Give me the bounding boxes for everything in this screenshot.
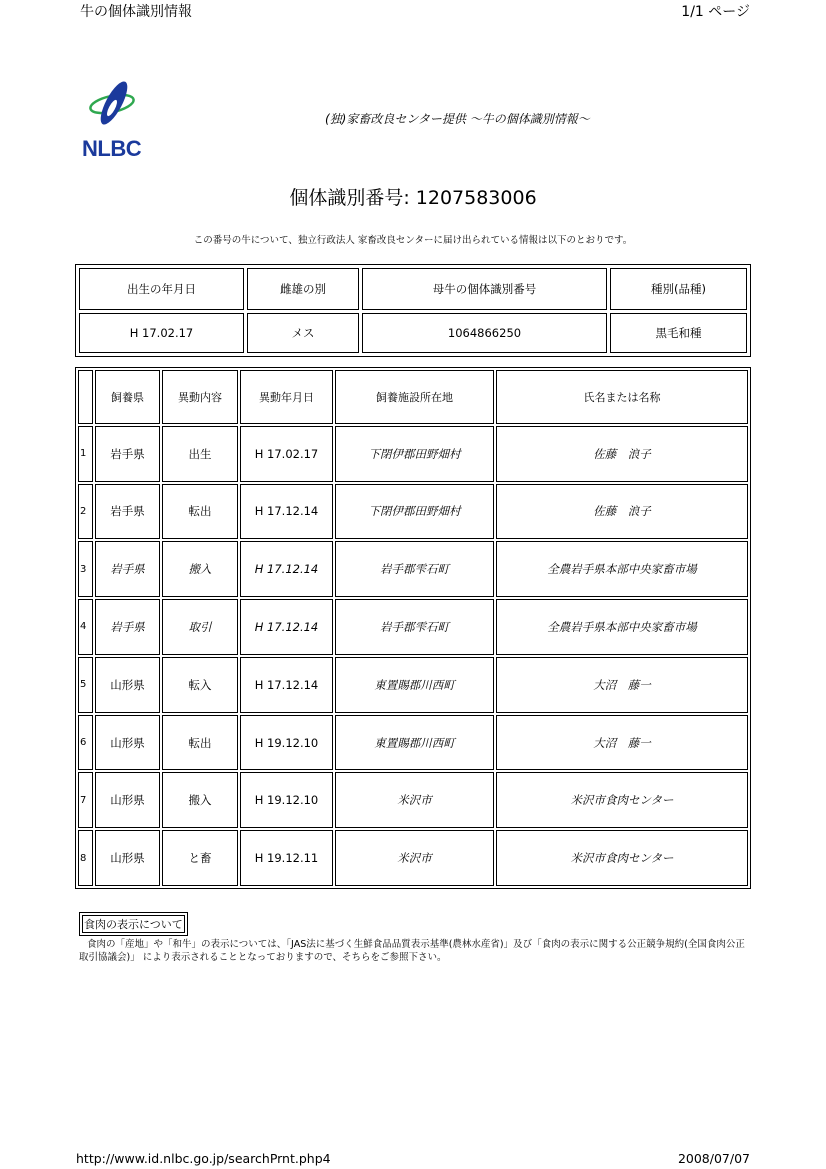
table-row (78, 715, 748, 771)
cattle-globe-icon (82, 78, 148, 134)
history-header-movement: 異動内容 (162, 370, 238, 424)
id-title-number: 1207583006 (415, 187, 537, 209)
row-date: H 17.12.14 (240, 657, 333, 713)
table-row (78, 541, 748, 597)
logo-text: NLBC (82, 136, 142, 161)
row-prefecture: 岩手県 (95, 484, 160, 540)
row-location: 岩手郡雫石町 (335, 599, 494, 655)
table-row (78, 657, 748, 713)
row-movement: 搬入 (162, 541, 238, 597)
table-row (78, 772, 748, 828)
row-owner: 大沼 藤一 (496, 715, 748, 771)
row-owner: 全農岩手県本部中央家畜市場 (496, 541, 748, 597)
row-index: 8 (78, 830, 93, 886)
row-index: 7 (78, 772, 93, 828)
page-title (0, 183, 826, 210)
row-location: 岩手郡雫石町 (335, 541, 494, 597)
row-movement: 出生 (162, 426, 238, 482)
history-header-index (78, 370, 93, 424)
basic-value-birthdate: H 17.02.17 (79, 313, 244, 353)
row-location: 米沢市 (335, 772, 494, 828)
table-row (78, 830, 748, 886)
row-date: H 17.12.14 (240, 599, 333, 655)
row-movement: 転入 (162, 657, 238, 713)
row-prefecture: 山形県 (95, 830, 160, 886)
print-header-page: 1/1 ページ (681, 4, 750, 20)
row-owner: 米沢市食肉センター (496, 772, 748, 828)
row-date: H 19.12.10 (240, 772, 333, 828)
row-movement: 搬入 (162, 772, 238, 828)
row-owner: 佐藤 浪子 (496, 484, 748, 540)
history-header-date: 異動年月日 (240, 370, 333, 424)
row-date: H 17.12.14 (240, 541, 333, 597)
row-index: 6 (78, 715, 93, 771)
row-prefecture: 山形県 (95, 657, 160, 713)
notice-title-box (79, 912, 188, 936)
row-date: H 17.02.17 (240, 426, 333, 482)
basic-header-sex: 雌雄の別 (247, 268, 359, 310)
row-movement: 転出 (162, 484, 238, 540)
row-owner: 全農岩手県本部中央家畜市場 (496, 599, 748, 655)
row-location: 東置賜郡川西町 (335, 715, 494, 771)
row-movement: 転出 (162, 715, 238, 771)
row-index: 4 (78, 599, 93, 655)
row-movement: 取引 (162, 599, 238, 655)
row-location: 下閉伊郡田野畑村 (335, 426, 494, 482)
history-header-facility-location: 飼養施設所在地 (335, 370, 494, 424)
row-owner: 佐藤 浪子 (496, 426, 748, 482)
id-title-label: 個体識別番号 (289, 187, 404, 209)
row-prefecture: 岩手県 (95, 541, 160, 597)
row-owner: 米沢市食肉センター (496, 830, 748, 886)
table-row (78, 426, 748, 482)
basic-value-sex: メス (247, 313, 359, 353)
basic-value-breed: 黒毛和種 (610, 313, 747, 353)
notice-body: 食肉の「産地」や「和牛」の表示については、「JAS法に基づく生鮮食品品質表示基準(農林水産省)」及び「食肉の表示に関する公正競争規約(全国食肉公正取引協議会)」 により表示されることとなっておりますので、そちらをご参照下さい。 (79, 939, 745, 963)
row-prefecture: 岩手県 (95, 599, 160, 655)
row-date: H 19.12.10 (240, 715, 333, 771)
row-date: H 19.12.11 (240, 830, 333, 886)
row-prefecture: 山形県 (95, 715, 160, 771)
footer-date: 2008/07/07 (677, 1151, 750, 1166)
basic-info-table (75, 264, 751, 357)
row-prefecture: 山形県 (95, 772, 160, 828)
movement-history-table (75, 367, 751, 889)
basic-header-mother-id: 母牛の個体識別番号 (362, 268, 607, 310)
lead-text: この番号の牛について、独立行政法人 家畜改良センターに届け出られている情報は以下のとおりです。 (193, 235, 633, 246)
nlbc-logo (82, 78, 148, 161)
table-row (78, 484, 748, 540)
row-index: 2 (78, 484, 93, 540)
row-location: 下閉伊郡田野畑村 (335, 484, 494, 540)
row-location: 東置賜郡川西町 (335, 657, 494, 713)
row-index: 1 (78, 426, 93, 482)
row-location: 米沢市 (335, 830, 494, 886)
id-title-separator: : (403, 187, 410, 209)
footer-url: http://www.id.nlbc.go.jp/searchPrnt.php4 (76, 1151, 331, 1166)
row-prefecture: 岩手県 (95, 426, 160, 482)
row-date: H 17.12.14 (240, 484, 333, 540)
row-movement: と畜 (162, 830, 238, 886)
notice-title: 食肉の表示について (82, 915, 185, 933)
table-row (78, 599, 748, 655)
row-index: 5 (78, 657, 93, 713)
basic-header-birthdate: 出生の年月日 (79, 268, 244, 310)
row-index: 3 (78, 541, 93, 597)
basic-header-breed: 種別(品種) (610, 268, 747, 310)
provider-caption: (独)家畜改良センター提供 ～牛の個体識別情報～ (325, 112, 590, 126)
row-owner: 大沼 藤一 (496, 657, 748, 713)
basic-value-mother-id: 1064866250 (362, 313, 607, 353)
print-header-title: 牛の個体識別情報 (80, 4, 192, 20)
history-header-owner-name: 氏名または名称 (496, 370, 748, 424)
history-header-prefecture: 飼養県 (95, 370, 160, 424)
